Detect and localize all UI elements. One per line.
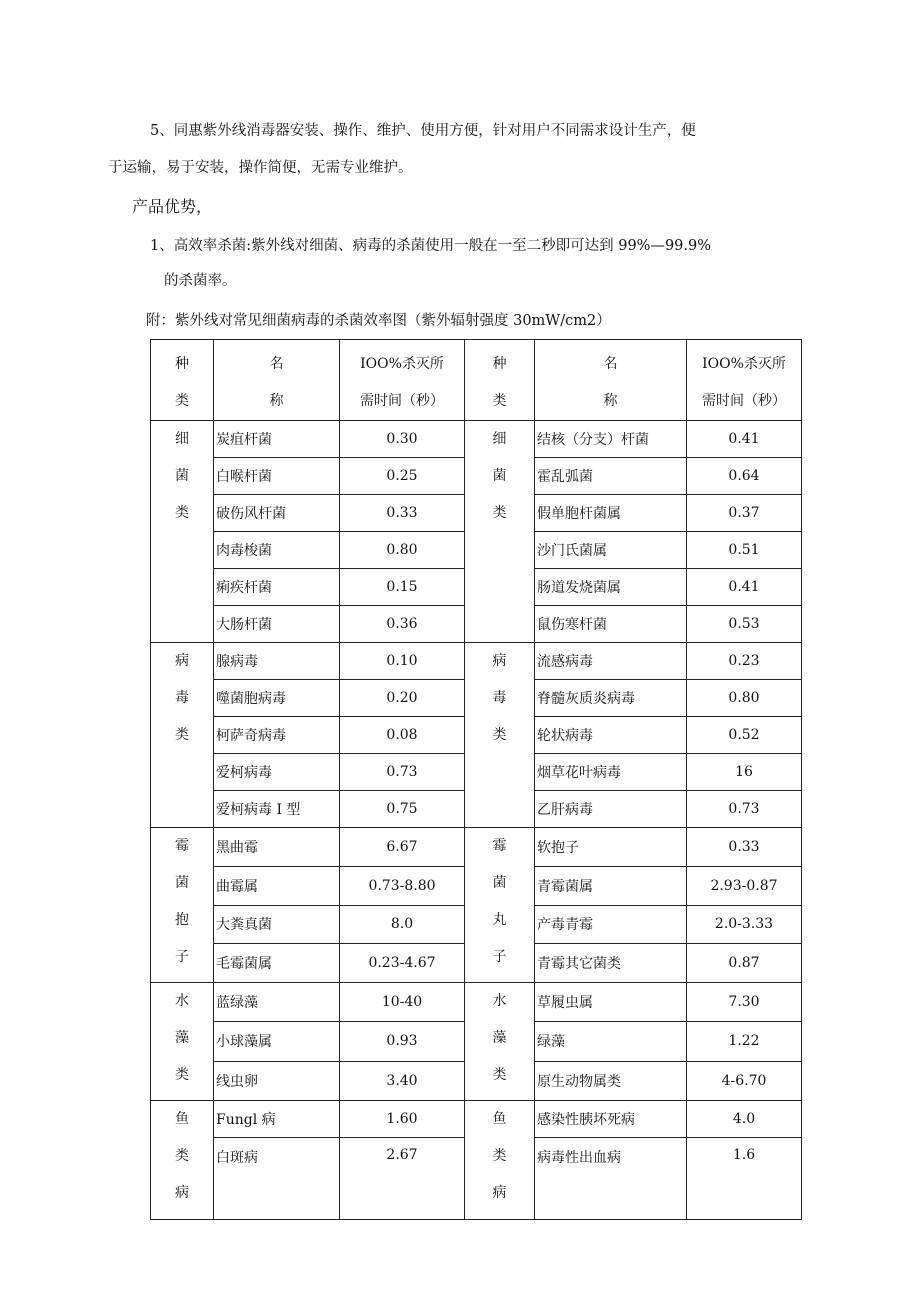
- header-name-left: [214, 340, 340, 421]
- header-time-line-1: IOO%杀灭所: [360, 356, 444, 372]
- organism-name-left: 腺病毒: [214, 643, 340, 680]
- advantages-heading: 产品优势，: [132, 197, 213, 216]
- organism-name-left: 曲霉属: [214, 866, 340, 905]
- category-cell-left: [151, 421, 214, 643]
- header-name-char-2: 称: [269, 393, 284, 409]
- category-cell-right: [465, 983, 535, 1101]
- category-char: 细: [175, 431, 189, 447]
- kill-time-left: 10-40: [340, 983, 465, 1022]
- organism-name-left: 柯萨奇病毒: [214, 717, 340, 754]
- bactericidal-efficiency-table: [150, 339, 802, 1220]
- advantage-1-line-1: 1、高效率杀菌:紫外线对细菌、病毒的杀菌使用一般在一至二秒即可达到 99%—99.9%: [150, 238, 712, 254]
- category-char: 毒: [492, 690, 507, 706]
- organism-name-left: 毛霉菌属: [214, 944, 340, 983]
- kill-time-right: 16: [687, 754, 802, 791]
- header-time-line-2: 需时间（秒）: [702, 393, 786, 409]
- organism-name-left: 蓝绿藻: [214, 983, 340, 1022]
- kill-time-right: 0.53: [687, 606, 802, 643]
- kill-time-left: 0.20: [340, 680, 465, 717]
- category-cell-right: [465, 828, 535, 983]
- organism-name-right: 脊髓灰质炎病毒: [535, 680, 687, 717]
- organism-name-right: 流感病毒: [535, 643, 687, 680]
- header-time-line-2: 需时间（秒）: [360, 393, 444, 409]
- organism-name-right: 乙肝病毒: [535, 791, 687, 828]
- header-kind-char-1: 种: [175, 356, 189, 372]
- organism-name-right: 感染性胰坏死病: [535, 1101, 687, 1138]
- category-cell-right: [465, 421, 535, 643]
- kill-time-left: 3.40: [340, 1061, 465, 1100]
- organism-name-left: 小球藻属: [214, 1022, 340, 1061]
- organism-name-left: 大肠杆菌: [214, 606, 340, 643]
- kill-time-right: 1.6: [687, 1138, 802, 1220]
- category-char: 水: [492, 993, 507, 1009]
- kill-time-left: 0.33: [340, 495, 465, 532]
- category-cell-right: [465, 643, 535, 828]
- kill-time-left: 2.67: [340, 1138, 465, 1220]
- organism-name-left: 白斑病: [214, 1138, 340, 1220]
- kill-time-left: 0.08: [340, 717, 465, 754]
- paragraph-5-line-2: 于运输，易于安装，操作简便，无需专业维护。: [108, 160, 413, 176]
- header-kind-char-2: 类: [492, 393, 507, 409]
- kill-time-right: 0.41: [687, 569, 802, 606]
- kill-time-right: 1.22: [687, 1022, 802, 1061]
- table-row: [151, 983, 802, 1022]
- kill-time-right: 0.33: [687, 828, 802, 867]
- category-char: 病: [492, 1185, 507, 1201]
- kill-time-left: 0.73: [340, 754, 465, 791]
- advantage-1-line-2: 的杀菌率。: [164, 273, 237, 289]
- organism-name-right: 草履虫属: [535, 983, 687, 1022]
- category-char: 菌: [492, 468, 507, 484]
- organism-name-left: 爱柯病毒 I 型: [214, 791, 340, 828]
- table-row: [151, 643, 802, 680]
- category-cell-right: [465, 1101, 535, 1220]
- category-char: 病: [175, 653, 189, 669]
- organism-name-left: 白喉杆菌: [214, 458, 340, 495]
- category-char: 类: [175, 1067, 189, 1083]
- kill-time-left: 0.25: [340, 458, 465, 495]
- kill-time-right: 4.0: [687, 1101, 802, 1138]
- kill-time-right: 7.30: [687, 983, 802, 1022]
- table-row: [151, 1101, 802, 1138]
- header-time-left: [340, 340, 465, 421]
- kill-time-left: 0.15: [340, 569, 465, 606]
- kill-time-left: 0.93: [340, 1022, 465, 1061]
- kill-time-right: 0.73: [687, 791, 802, 828]
- organism-name-right: 轮状病毒: [535, 717, 687, 754]
- category-char: 类: [492, 727, 507, 743]
- kill-time-right: 2.0-3.33: [687, 905, 802, 944]
- organism-name-right: 沙门氏菌属: [535, 532, 687, 569]
- organism-name-left: 大粪真菌: [214, 905, 340, 944]
- category-char: 子: [492, 949, 507, 965]
- header-name-char-2: 称: [603, 393, 618, 409]
- organism-name-right: 青霉菌属: [535, 866, 687, 905]
- organism-name-right: 绿藻: [535, 1022, 687, 1061]
- kill-time-left: 8.0: [340, 905, 465, 944]
- category-char: 类: [175, 505, 189, 521]
- organism-name-left: 噬菌胞病毒: [214, 680, 340, 717]
- category-char: 细: [492, 431, 507, 447]
- category-char: 水: [175, 993, 189, 1009]
- organism-name-right: 产毒青霉: [535, 905, 687, 944]
- category-cell-left: [151, 643, 214, 828]
- header-time-line-1: IOO%杀灭所: [702, 356, 786, 372]
- kill-time-left: 6.67: [340, 828, 465, 867]
- kill-time-right: 0.64: [687, 458, 802, 495]
- organism-name-right: 软抱子: [535, 828, 687, 867]
- organism-name-right: 鼠伤寒杆菌: [535, 606, 687, 643]
- category-char: 藻: [492, 1030, 507, 1046]
- category-cell-left: [151, 1101, 214, 1220]
- table-caption: 附：紫外线对常见细菌病毒的杀菌效率图（紫外辐射强度 30mW/cm2）: [146, 313, 611, 329]
- table-header-row: [151, 340, 802, 421]
- category-char: 毒: [175, 690, 189, 706]
- organism-name-left: 痢疾杆菌: [214, 569, 340, 606]
- kill-time-left: 0.30: [340, 421, 465, 458]
- category-char: 霉: [492, 838, 507, 854]
- header-name-char-1: 名: [603, 356, 618, 372]
- organism-name-left: 肉毒梭菌: [214, 532, 340, 569]
- table-body: [151, 340, 802, 1220]
- kill-time-right: 4-6.70: [687, 1061, 802, 1100]
- table-row: [151, 421, 802, 458]
- kill-time-left: 0.73-8.80: [340, 866, 465, 905]
- header-kind-right: [465, 340, 535, 421]
- category-char: 霉: [175, 838, 189, 854]
- organism-name-left: 黑曲霉: [214, 828, 340, 867]
- organism-name-right: 病毒性出血病: [535, 1138, 687, 1220]
- organism-name-right: 假单胞杆菌属: [535, 495, 687, 532]
- organism-name-left: 破伤风杆菌: [214, 495, 340, 532]
- category-char: 菌: [175, 468, 189, 484]
- category-char: 病: [492, 653, 507, 669]
- category-char: 菌: [492, 875, 507, 891]
- category-char: 类: [175, 727, 189, 743]
- kill-time-right: 0.80: [687, 680, 802, 717]
- organism-name-left: 线虫卵: [214, 1061, 340, 1100]
- category-char: 鱼: [492, 1111, 507, 1127]
- organism-name-right: 烟草花叶病毒: [535, 754, 687, 791]
- kill-time-right: 0.87: [687, 944, 802, 983]
- category-char: 类: [175, 1148, 189, 1164]
- category-cell-left: [151, 983, 214, 1101]
- category-char: 藻: [175, 1030, 189, 1046]
- category-char: 类: [492, 505, 507, 521]
- category-char: 菌: [175, 875, 189, 891]
- category-char: 类: [492, 1067, 507, 1083]
- kill-time-left: 1.60: [340, 1101, 465, 1138]
- header-kind-char-1: 种: [492, 356, 507, 372]
- header-name-right: [535, 340, 687, 421]
- paragraph-5-line-1: 5、同惠紫外线消毒器安装、操作、维护、使用方便，针对用户不同需求设计生产，便: [150, 123, 696, 139]
- header-kind-left: [151, 340, 214, 421]
- kill-time-right: 0.51: [687, 532, 802, 569]
- kill-time-left: 0.23-4.67: [340, 944, 465, 983]
- kill-time-right: 2.93-0.87: [687, 866, 802, 905]
- organism-name-right: 霍乱弧菌: [535, 458, 687, 495]
- table-row: [151, 828, 802, 867]
- organism-name-right: 青霉其它菌类: [535, 944, 687, 983]
- category-char: 丸: [492, 912, 507, 928]
- category-char: 类: [492, 1148, 507, 1164]
- organism-name-left: Fungl 病: [214, 1101, 340, 1138]
- header-kind-char-2: 类: [175, 393, 189, 409]
- kill-time-right: 0.41: [687, 421, 802, 458]
- kill-time-left: 0.10: [340, 643, 465, 680]
- kill-time-left: 0.80: [340, 532, 465, 569]
- organism-name-right: 原生动物属类: [535, 1061, 687, 1100]
- organism-name-left: 爱柯病毒: [214, 754, 340, 791]
- kill-time-right: 0.37: [687, 495, 802, 532]
- organism-name-left: 炭疽杆菌: [214, 421, 340, 458]
- organism-name-right: 结核（分支）杆菌: [535, 421, 687, 458]
- header-name-char-1: 名: [269, 356, 284, 372]
- header-time-right: [687, 340, 802, 421]
- kill-time-right: 0.23: [687, 643, 802, 680]
- organism-name-right: 肠道发烧菌属: [535, 569, 687, 606]
- kill-time-right: 0.52: [687, 717, 802, 754]
- category-char: 子: [175, 949, 189, 965]
- category-char: 病: [175, 1185, 189, 1201]
- category-char: 抱: [175, 912, 189, 928]
- category-char: 鱼: [175, 1111, 189, 1127]
- kill-time-left: 0.75: [340, 791, 465, 828]
- category-cell-left: [151, 828, 214, 983]
- kill-time-left: 0.36: [340, 606, 465, 643]
